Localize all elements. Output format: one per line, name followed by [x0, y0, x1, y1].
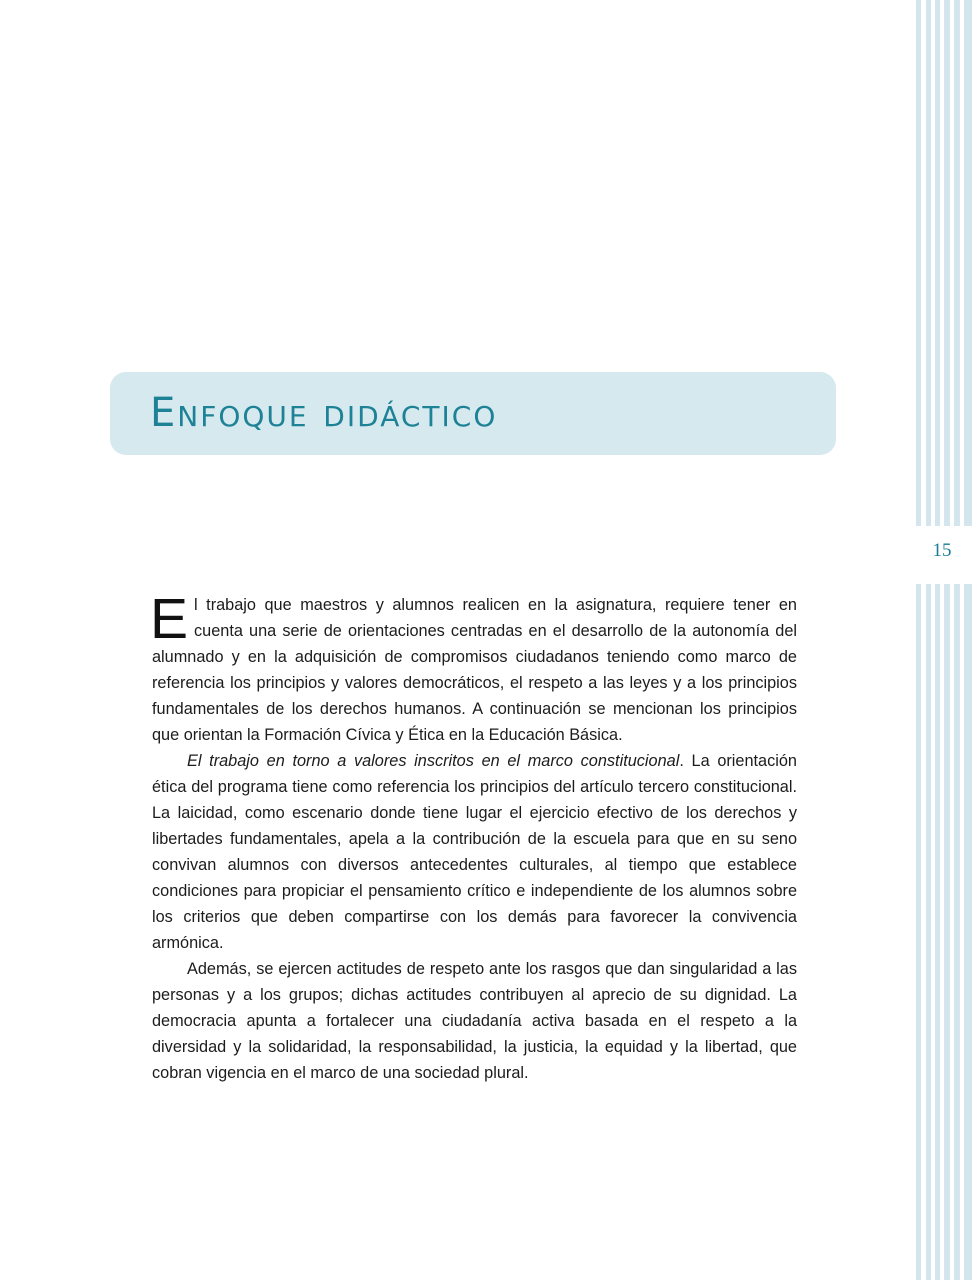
section-title-band: [110, 372, 836, 455]
margin-stripe: [926, 0, 931, 1280]
body-text: [150, 587, 797, 1086]
drop-cap: E: [150, 587, 189, 651]
margin-stripe: [944, 0, 950, 1280]
margin-stripe: [916, 0, 921, 1280]
section-title: Enfoque didáctico: [150, 390, 498, 436]
margin-stripe: [935, 0, 940, 1280]
paragraph-text: . La orientación ética del programa tiene como referencia los principios del artículo tercero constitucional. La laicidad, como escenario donde tiene lugar el ejercicio efectivo de los derechos y libertades fundamentales, apela a la contribución de la escuela para que en su seno convivan alumnos con diversos antecedentes culturales, al tiempo que establece condiciones para propiciar el pensamiento crítico e independiente de los alumnos sobre los criterios que deben compartirse con los demás para favorecer la convivencia armónica.: [152, 752, 797, 952]
margin-stripe: [954, 0, 960, 1280]
paragraph: [150, 587, 797, 748]
page-number: 15: [932, 540, 952, 561]
margin-stripes: [912, 0, 972, 1280]
paragraph: [152, 748, 797, 956]
margin-stripe: [964, 0, 972, 1280]
paragraph: Además, se ejercen actitudes de respeto ante los rasgos que dan singularidad a las personas y a los grupos; dichas actitudes contribuyen al aprecio de su dignidad. La democracia apunta a fortalecer una ciudadanía activa basada en el respeto a la diversidad y la solidaridad, la responsabilidad, la justicia, la equidad y la libertad, que cobran vigencia en el marco de una sociedad plural.: [152, 960, 797, 1082]
paragraph-text: l trabajo que maestros y alumnos realicen en la asignatura, requiere tener en cuenta una serie de orientaciones centradas en el desarrollo de la autonomía del alumnado y en la adquisición de compromisos ciudadanos teniendo como marco de referencia los principios y valores democráticos, el respeto a las leyes y a los principios fundamentales de los derechos humanos. A continuación se mencionan los principios que orientan la Formación Cívica y Ética en la Educación Básica.: [152, 596, 797, 744]
paragraph-italic-lead: El trabajo en torno a valores inscritos en el marco constitucional: [187, 752, 680, 770]
